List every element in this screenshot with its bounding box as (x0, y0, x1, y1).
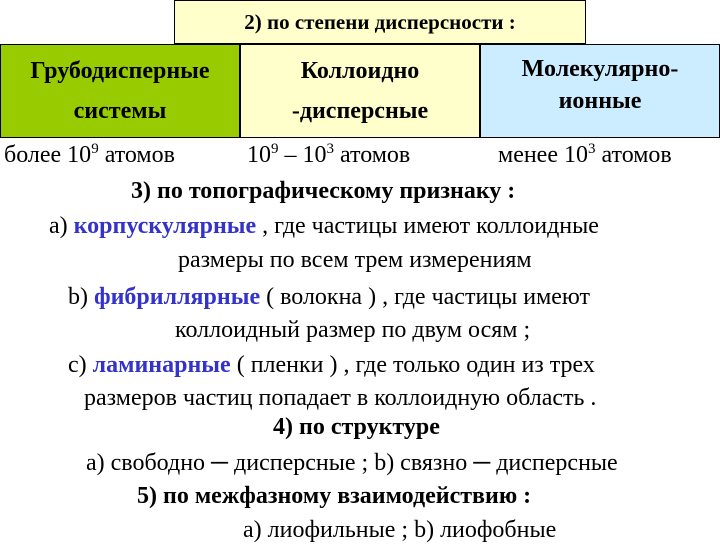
section-3-title: 3) по топографическому признаку : (131, 178, 516, 204)
section-3b-line2: коллоидный размер по двум осям ; (175, 317, 531, 343)
term-laminar: ламинарные (92, 352, 231, 378)
coarse-atoms-text: более $10^9$ атомов (4, 141, 175, 168)
section-5-title: 5) по межфазному взаимодействию : (137, 483, 532, 509)
classification-table (0, 0, 720, 138)
section-4-title: 4) по структуре (273, 414, 440, 440)
section-4-line: а) свободно ─ дисперсные ; b) связно ─ дисперсные (86, 450, 618, 476)
colloid-dispersed-line2: -дисперсные (291, 98, 429, 124)
molecular-ionic-line1: Молекулярно- (521, 56, 679, 82)
molecular-ionic-line2: ионные (558, 88, 642, 114)
coarse-dispersed-line1: Грубодисперные (30, 58, 210, 84)
molecular-ionic-cell (480, 44, 720, 138)
table-header: 2) по степени дисперсности : (174, 0, 586, 44)
section-3b-line1: b) фибриллярные ( волокна ) , где частицы имеют (68, 284, 591, 310)
section-3c-line2: размеров частиц попадает в коллоидную область . (84, 385, 597, 411)
colloid-dispersed-cell (240, 44, 480, 138)
molecular-atoms-text: менее $10^3$ атомов (498, 141, 672, 168)
colloid-dispersed-line1: Коллоидно (300, 58, 420, 84)
coarse-dispersed-cell (0, 44, 240, 138)
term-corpuscular: корпускулярные (73, 213, 257, 239)
colloid-atoms-text: $10^9 - 10^3$ атомов (247, 141, 411, 168)
coarse-dispersed-line2: системы (73, 98, 167, 124)
section-3c-line1: c) ламинарные ( пленки ) , где только один из трех (68, 352, 595, 378)
section-3a-line1: а) корпускулярные , где частицы имеют коллоидные (49, 213, 599, 239)
term-fibrillar: фибриллярные (94, 284, 261, 310)
section-5-line: а) лиофильные ; b) лиофобные (243, 517, 557, 543)
section-3a-line2: размеры по всем трем измерениям (178, 247, 532, 273)
